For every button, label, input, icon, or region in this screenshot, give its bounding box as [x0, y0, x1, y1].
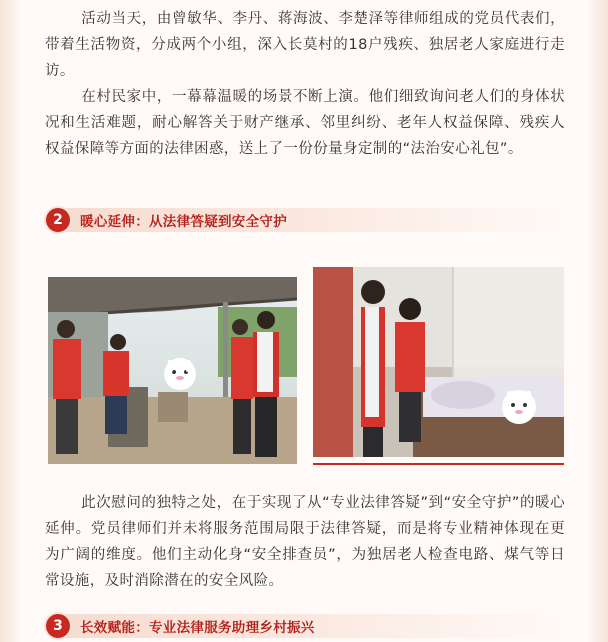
section-title: 长效赋能：专业法律服务助理乡村振兴 — [80, 620, 315, 636]
section-header-3 — [46, 612, 564, 640]
paragraph-visit — [45, 6, 565, 84]
paragraph-safety — [45, 490, 565, 594]
section-title: 暖心延伸：从法律答疑到安全守护 — [80, 214, 287, 230]
section-header-2 — [46, 206, 564, 234]
paragraph-homes-text: 在村民家中，一幕幕温暖的场景不断上演。他们细致询问老人们的身体状况和生活难题，耐心解答关于财产继承、邻里纠纷、老年人权益保障、残疾人权益保障等方面的法律困惑，送上了一份份量身定制的“法治安心礼包”。 — [45, 89, 565, 157]
photo-indoor-image — [313, 267, 564, 457]
paragraph-visit-text: 活动当天，由曾敏华、李丹、蒋海波、李楚泽等律师组成的党员代表们，带着生活物资，分成两个小组，深入长莫村的18户残疾、独居老人家庭进行走访。 — [45, 11, 565, 79]
photo-courtyard-image — [48, 277, 297, 464]
photo-courtyard-visit — [48, 277, 297, 464]
photo-underline — [313, 463, 564, 465]
section-number-badge: 2 — [46, 208, 70, 232]
photo-indoor-visit — [313, 267, 564, 457]
paragraph-homes — [45, 84, 565, 162]
paragraph-safety-text: 此次慰问的独特之处，在于实现了从“专业法律答疑”到“安全守护”的暖心延伸。党员律师们并未将服务范围局限于法律答疑，而是将专业精神体现在更为广阔的维度。他们主动化身“安全排查员”，为独居老人检查电路、煤气等日常设施，及时消除潜在的安全风险。 — [45, 495, 565, 589]
section-number-badge: 3 — [46, 614, 70, 638]
